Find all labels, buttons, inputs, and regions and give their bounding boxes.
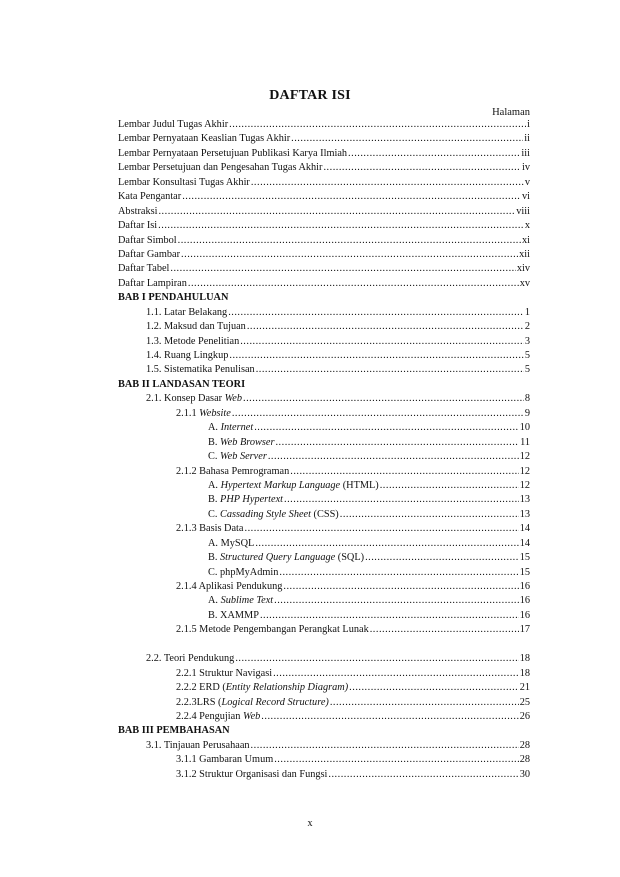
toc-dot-leader (348, 148, 520, 159)
toc-entry-italic-term: PHP Hypertext (220, 494, 284, 506)
toc-entry-label (118, 725, 230, 736)
toc-entry (118, 263, 530, 277)
toc-entry-suffix: (CSS) (310, 508, 339, 520)
toc-dot-leader (260, 610, 519, 621)
toc-entry-label (146, 307, 227, 318)
toc-entry (118, 523, 530, 537)
toc-entry-text: B. (208, 552, 221, 564)
toc-entry-label (176, 697, 329, 708)
toc-entry-label (146, 321, 246, 332)
toc-entry (118, 408, 530, 422)
toc-chapter-heading (118, 379, 530, 393)
toc-entry-text: A. (208, 595, 221, 607)
toc-entry-label (208, 595, 273, 606)
toc-entry-text: A. (208, 422, 221, 434)
toc-entry-text: 2.2.1 Struktur Navigasi (176, 667, 273, 679)
toc-entry (118, 494, 530, 508)
toc-dot-leader (340, 509, 519, 520)
toc-entry (118, 437, 530, 451)
toc-entry (118, 624, 530, 638)
toc-dot-leader (158, 220, 524, 231)
toc-dot-leader (274, 595, 519, 606)
toc-entry (118, 740, 530, 754)
toc-entry-text: Lembar Konsultasi Tugas Akhir (118, 176, 250, 188)
toc-entry (118, 162, 530, 176)
toc-entry-italic-term: Web (224, 393, 242, 405)
toc-entry-italic-term: Web Server (220, 451, 267, 463)
toc-entry-label (176, 581, 282, 592)
toc-entry-text: Lembar Pernyataan Persetujuan Publikasi Karya Ilmiah (118, 147, 348, 159)
toc-dot-leader (251, 740, 519, 751)
toc-entry (118, 697, 530, 711)
toc-page-number: 14 (519, 537, 530, 549)
toc-entry-label (146, 350, 228, 361)
toc-dot-leader (256, 364, 524, 375)
toc-entry-italic-term: Internet (220, 422, 254, 434)
toc-dot-leader (290, 466, 518, 477)
toc-entry-label (208, 567, 278, 578)
toc-page-number: xv (519, 277, 530, 289)
toc-page-number: xi (521, 234, 530, 246)
toc-dot-leader (254, 422, 519, 433)
toc-entry-text: 2.1.2 Bahasa Pemrograman (176, 465, 290, 477)
toc-page-number: 17 (519, 624, 530, 636)
toc-entry-label (118, 148, 347, 159)
toc-dot-leader (243, 393, 524, 404)
toc-entry-text: 2.2.2 ERD ( (176, 682, 226, 694)
toc-dot-leader (158, 206, 515, 217)
toc-entry-text: 2.1. Konsep Dasar (146, 393, 225, 405)
toc-page-number: 18 (519, 667, 530, 679)
toc-dot-leader (229, 350, 523, 361)
toc-dot-leader (279, 567, 518, 578)
toc-entry-text: 2.1.4 Aplikasi Pendukung (176, 581, 283, 592)
toc-entry (118, 393, 530, 407)
toc-page-number: viii (516, 205, 530, 217)
toc-page-number: v (524, 176, 530, 188)
toc-entry (118, 567, 530, 581)
toc-entry (118, 321, 530, 335)
toc-dot-leader (291, 133, 523, 144)
toc-entry (118, 480, 530, 494)
toc-entry (118, 682, 530, 696)
toc-entry-text: Abstraksi (118, 205, 158, 217)
toc-entry-label (118, 249, 180, 260)
toc-entry-label (176, 769, 327, 780)
toc-entry-text: B. (208, 494, 221, 506)
toc-dot-leader (268, 451, 519, 462)
toc-entry-label (118, 206, 157, 217)
toc-entry-text: 2.1.1 (176, 407, 200, 419)
toc-entry (118, 595, 530, 609)
toc-entry (118, 422, 530, 436)
toc-dot-leader (283, 581, 518, 592)
toc-page-number: xiv (516, 263, 530, 275)
toc-entry (118, 191, 530, 205)
toc-entry-label (118, 235, 177, 246)
toc-entry-text: Daftar Tabel (118, 263, 170, 275)
toc-dot-leader (273, 668, 519, 679)
toc-dot-leader (188, 278, 519, 289)
toc-page-number: 10 (519, 422, 530, 434)
toc-entry-label (208, 552, 364, 563)
toc-page-number: 5 (524, 350, 530, 361)
toc-entry-text: 2.2.3LRS ( (176, 696, 222, 708)
toc-chapter-heading (118, 292, 530, 306)
toc-entry-text: 1.5. Sistematika Penulisan (146, 364, 255, 376)
toc-entry (118, 653, 530, 667)
toc-entry (118, 220, 530, 234)
toc-page-number: x (524, 220, 530, 232)
toc-entry (118, 119, 530, 133)
toc-entry (118, 466, 530, 480)
toc-entry-text: 3.1.2 Struktur Organisasi dan Fungsi (176, 768, 328, 780)
toc-spacer (118, 639, 530, 653)
toc-entry-label (208, 480, 379, 491)
toc-page-number: 25 (519, 696, 530, 708)
toc-page-number: 28 (519, 754, 530, 766)
toc-entry (118, 538, 530, 552)
toc-entry-label (118, 191, 181, 202)
toc-entry-suffix: (SQL) (335, 552, 365, 564)
toc-dot-leader (245, 523, 519, 534)
toc-entry-text: Lembar Pernyataan Keaslian Tugas Akhir (118, 133, 291, 145)
toc-page-number: 3 (524, 335, 530, 347)
toc-entry-label (118, 133, 290, 144)
toc-page-number: 11 (520, 436, 530, 448)
toc-entry-text: Lembar Persetujuan dan Pengesahan Tugas Akhir (118, 162, 323, 174)
toc-entry (118, 206, 530, 220)
toc-entry-label (176, 668, 272, 679)
toc-entry (118, 133, 530, 147)
toc-entry-label (208, 494, 283, 505)
toc-entry-text: 2.1.5 Metode Pengembangan Perangkat Lunak (176, 624, 369, 636)
toc-entry-suffix: (HTML) (340, 479, 379, 491)
toc-page-number: 18 (519, 653, 530, 665)
toc-dot-leader (255, 538, 518, 549)
toc-entry-label (118, 119, 228, 130)
toc-entry-text: Daftar Isi (118, 220, 158, 232)
toc-entry-label (146, 653, 234, 664)
toc-entry-text: 1.3. Metode Penelitian (146, 335, 240, 347)
toc-dot-leader (181, 249, 518, 260)
toc-entry (118, 754, 530, 768)
toc-entry (118, 336, 530, 350)
toc-entry-italic-term: Sublime Text (220, 595, 274, 607)
toc-dot-leader (328, 769, 518, 780)
toc-entry-label (118, 162, 322, 173)
toc-entry-label (208, 610, 259, 621)
toc-entry-text: 1.4. Ruang Lingkup (146, 350, 229, 361)
toc-entry-label (118, 278, 187, 289)
toc-dot-leader (247, 321, 524, 332)
toc-entry-text: 2.1.3 Basis Data (176, 523, 244, 535)
toc-dot-leader (370, 624, 519, 635)
toc-page-number: ii (524, 133, 530, 145)
toc-entry-label (146, 364, 255, 375)
toc-entry (118, 581, 530, 595)
toc-page-number: 12 (519, 465, 530, 477)
toc-page-number: 13 (519, 494, 530, 506)
toc-entry-label (176, 408, 231, 419)
toc-entry-label (176, 466, 289, 477)
toc-entry-text: A. (208, 479, 221, 491)
toc-dot-leader (170, 263, 515, 274)
toc-entry (118, 451, 530, 465)
toc-entry-text: Kata Pengantar (118, 191, 182, 203)
toc-entry-italic-term: Web (242, 710, 261, 722)
toc-page-number: 15 (519, 552, 530, 564)
toc-page-number: i (527, 119, 530, 130)
toc-entry (118, 769, 530, 783)
toc-entry-label (176, 711, 260, 722)
toc-page-number: 16 (519, 595, 530, 607)
toc-page-number: 8 (524, 393, 530, 405)
toc-entry-italic-term: Hypertext Markup Language (220, 479, 341, 491)
toc-entry-text: A. MySQL (208, 537, 255, 549)
toc-entry-label (146, 740, 250, 751)
toc-entry (118, 610, 530, 624)
toc-entry-text: B. XAMMP (208, 609, 259, 621)
toc-dot-leader (365, 552, 519, 563)
toc-dot-leader (240, 336, 524, 347)
toc-page-number: 14 (519, 523, 530, 535)
toc-dot-leader (251, 177, 524, 188)
toc-entry-label (176, 624, 369, 635)
toc-page-number: 15 (519, 566, 530, 578)
toc-chapter-heading (118, 725, 530, 739)
page-title: DAFTAR ISI (269, 88, 351, 103)
toc-page-number: 30 (519, 768, 530, 780)
table-of-contents (118, 119, 530, 783)
toc-entry-label (146, 336, 239, 347)
toc-page-number: iv (521, 162, 530, 174)
toc-dot-leader (178, 235, 521, 246)
toc-entry (118, 307, 530, 321)
toc-entry (118, 552, 530, 566)
toc-entry-label (208, 451, 267, 462)
toc-entry-text: BAB I PENDAHULUAN (118, 292, 229, 304)
toc-entry-label (176, 682, 348, 693)
toc-entry (118, 668, 530, 682)
toc-entry-text: 3.1. Tinjauan Perusahaan (146, 739, 250, 751)
toc-dot-leader (275, 437, 519, 448)
toc-entry-label (118, 220, 157, 231)
toc-page-number: 9 (524, 407, 530, 419)
toc-entry-label (208, 509, 339, 520)
toc-dot-leader (261, 711, 518, 722)
toc-entry-label (176, 523, 244, 534)
toc-entry-text: 2.2. Teori Pendukung (146, 653, 235, 665)
toc-entry-label (146, 393, 242, 404)
toc-entry-italic-term: Website (199, 407, 231, 419)
toc-entry (118, 249, 530, 263)
toc-entry-text: C. phpMyAdmin (208, 566, 279, 578)
toc-entry-label (208, 422, 253, 433)
toc-page-number: 5 (524, 364, 530, 376)
toc-dot-leader (284, 494, 519, 505)
toc-entry-label (176, 754, 273, 765)
toc-entry-text: BAB II LANDASAN TEORI (118, 378, 246, 390)
toc-entry-italic-term: Logical Record Structure) (221, 696, 329, 708)
toc-entry-label (118, 379, 245, 390)
toc-entry-label (118, 292, 228, 303)
toc-entry-text: 1.1. Latar Belakang (146, 306, 228, 318)
toc-page-number: 13 (519, 508, 530, 520)
toc-dot-leader (182, 191, 521, 202)
toc-entry-text: Daftar Gambar (118, 248, 181, 260)
toc-dot-leader (228, 307, 524, 318)
toc-entry-text: 3.1.1 Gambaran Umum (176, 754, 274, 766)
toc-entry (118, 177, 530, 191)
toc-entry (118, 364, 530, 378)
toc-entry-text: Daftar Lampiran (118, 277, 187, 289)
toc-entry-italic-term: Web Browser (220, 436, 275, 448)
toc-entry-text: B. (208, 436, 221, 448)
toc-page-number: xii (519, 248, 530, 260)
toc-entry-text: C. (208, 508, 221, 520)
toc-entry-label (208, 437, 274, 448)
toc-dot-leader (323, 162, 521, 173)
toc-page-number: 16 (519, 609, 530, 621)
toc-entry-label (208, 538, 254, 549)
toc-page-number: 16 (519, 581, 530, 592)
toc-entry-label (118, 177, 250, 188)
toc-entry-text: C. (208, 451, 221, 463)
toc-entry (118, 278, 530, 292)
toc-entry-text: 2.2.4 Pengujian (176, 710, 243, 722)
toc-entry (118, 350, 530, 364)
toc-page-number: 12 (519, 479, 530, 491)
toc-page-number: vi (521, 191, 530, 203)
toc-entry-label (118, 263, 169, 274)
toc-page-number: 12 (519, 451, 530, 463)
toc-entry (118, 235, 530, 249)
toc-entry (118, 711, 530, 725)
toc-dot-leader (229, 119, 526, 130)
toc-page-number: 1 (524, 306, 530, 318)
toc-dot-leader (274, 754, 518, 765)
toc-entry (118, 148, 530, 162)
toc-entry-italic-term: Structured Query Language (220, 552, 336, 564)
toc-entry (118, 509, 530, 523)
toc-dot-leader (235, 653, 518, 664)
toc-entry-text: BAB III PEMBAHASAN (118, 725, 230, 737)
toc-page-number: iii (521, 147, 530, 159)
toc-dot-leader (232, 408, 524, 419)
toc-dot-leader (330, 697, 519, 708)
toc-page-number: 28 (519, 739, 530, 751)
toc-page-number: 2 (524, 321, 530, 333)
toc-page-number: 26 (519, 710, 530, 722)
toc-page-number: 21 (519, 682, 530, 694)
toc-entry-italic-term: Entity Relationship Diagram) (225, 682, 349, 694)
toc-entry-italic-term: Cassading Style Sheet (220, 508, 311, 520)
toc-entry-text: Lembar Judul Tugas Akhir (118, 119, 229, 130)
toc-dot-leader (349, 682, 519, 693)
page-column-header: Halaman (492, 107, 530, 118)
toc-dot-leader (380, 480, 519, 491)
toc-entry-text: Daftar Simbol (118, 234, 177, 246)
toc-entry-text: 1.2. Maksud dan Tujuan (146, 321, 246, 333)
page-number-footer: x (307, 818, 313, 829)
